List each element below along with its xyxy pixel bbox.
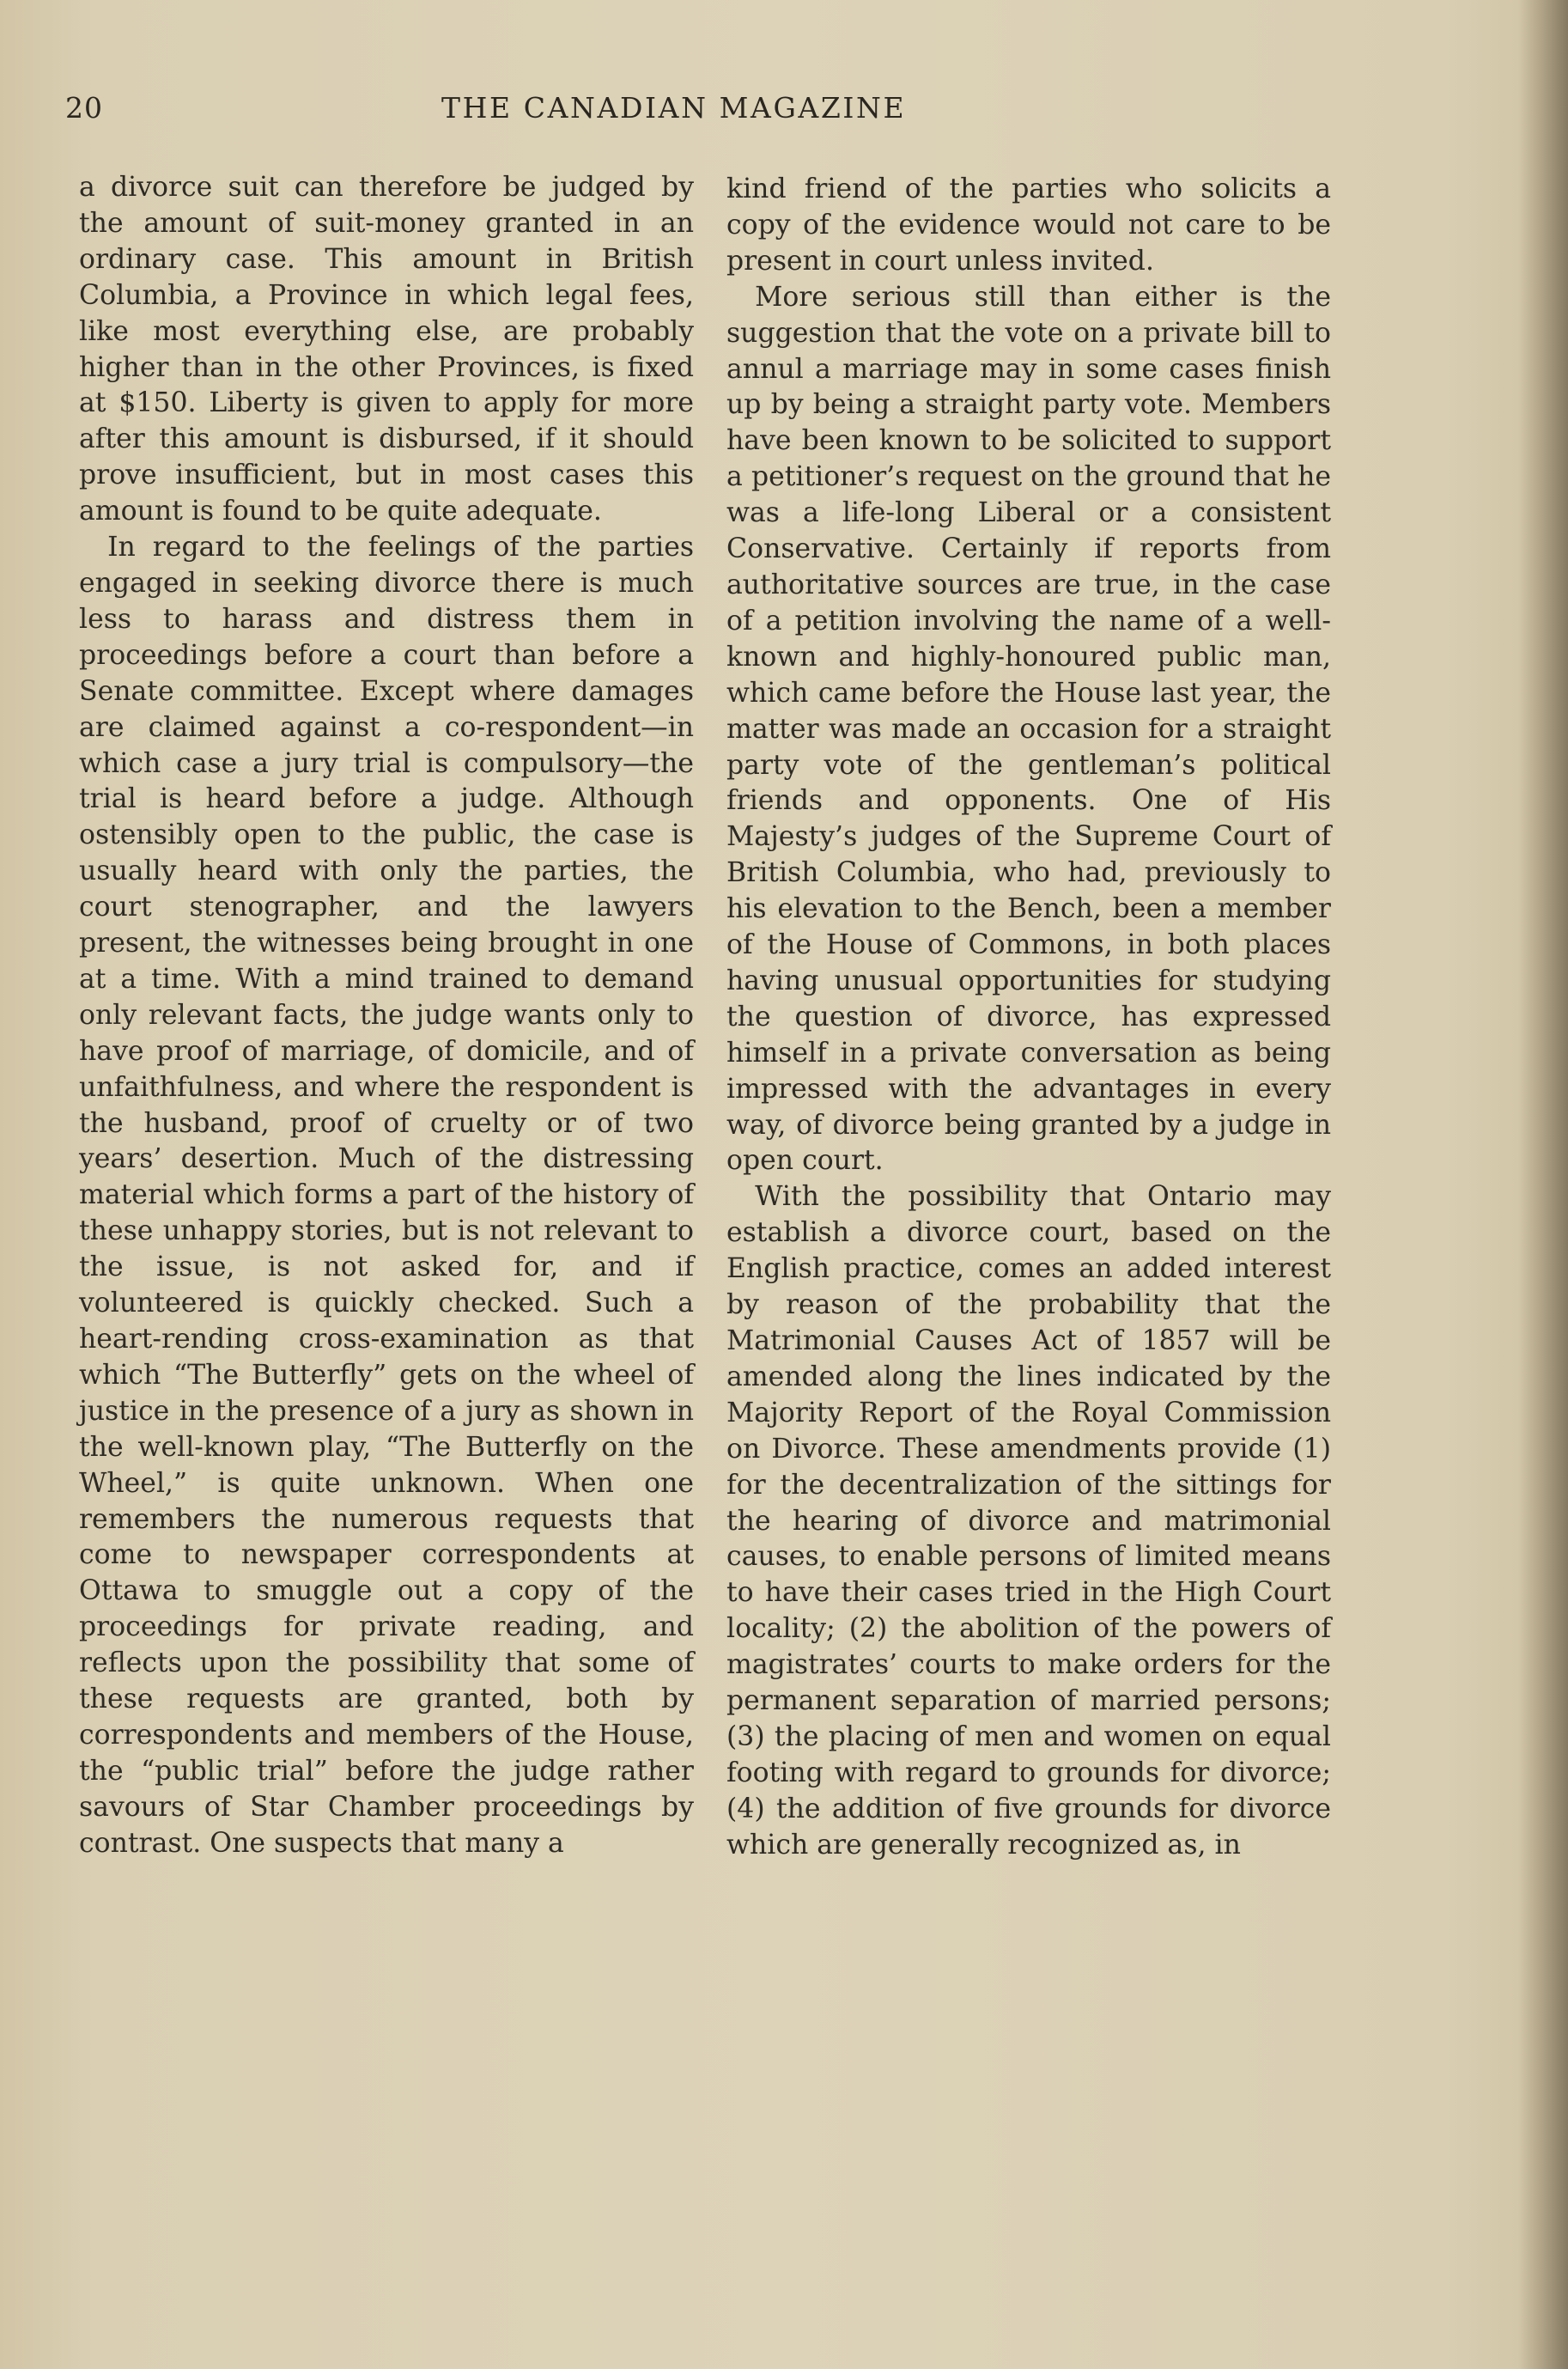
right-column: [726, 172, 1331, 1864]
right-paragraph-1: kind friend of the parties who solicits a copy of the evidence would not care to be present in court unless invited.: [726, 174, 1331, 277]
left-paragraph-1: a divorce suit can therefore be judged by the amount of suit-money granted in an ordinary case. This amount in British Columbia, a Province in which legal fees, like most everything else, are probably higher than in the other Provinces, is fixed at $150. Liberty is given to apply for more after this amount is disbursed, if it should prove insufficient, but in most cases this amount is found to be quite adequate.: [79, 172, 694, 527]
right-paragraph-3: With the possibility that Ontario may establish a divorce court, based on the English practice, comes an added interest by reason of the probability that the Matrimonial Causes Act of 1857 will be amended along the lines indicated by the Majority Report of the Royal Commission on Divorce. These amendments provide (1) for the decentralization of the sittings for the hearing of divorce and matrimonial causes, to enable persons of limited means to have their cases tried in the High Court locality; (2) the abolition of the powers of magistrates’ courts to make orders for the permanent separation of married persons; (3) the placing of men and women on equal footing with regard to grounds for divorce; (4) the addition of five grounds for divorce which are generally recognized as, in: [726, 1181, 1331, 1860]
page-header: [65, 91, 975, 134]
right-paragraph-2: More serious still than either is the suggestion that the vote on a private bill to annul a marriage may in some cases finish up by being a straight party vote. Members have been known to be solicited to support a petitioner’s request on the ground that he was a life-long Liberal or a consistent Conservative. Certainly if reports from authoritative sources are true, in the case of a petition involving the name of a well-known and highly-honoured public man, which came before the House last year, the matter was made an occasion for a straight party vote of the gentleman’s political friends and opponents. One of His Majesty’s judges of the Supreme Court of British Columbia, who had, previously to his elevation to the Bench, been a member of the House of Commons, in both places having unusual opportunities for studying the question of divorce, has expressed himself in a private conversation as being impressed with the advantages in every way, of divorce being granted by a judge in open court.: [726, 281, 1331, 1177]
left-column: [79, 170, 694, 1862]
page-number: 20: [65, 91, 103, 125]
left-paragraph-2: In regard to the feelings of the parties engaged in seeking divorce there is much less to harass and distress them in proceedings before a court than before a Senate committee. Except where damages are claimed against a co-respondent—in which case a jury trial is compulsory—the trial is heard before a judge. Although ostensibly open to the public, the case is usually heard with only the parties, the court stenographer, and the lawyers present, the witnesses being brought in one at a time. With a mind trained to demand only relevant facts, the judge wants only to have proof of marriage, of domicile, and of unfaithfulness, and where the respondent is the husband, proof of cruelty or of two years’ desertion. Much of the distressing material which forms a part of the history of these unhappy stories, but is not relevant to the issue, is not asked for, and if volunteered is quickly checked. Such a heart-rending cross-examination as that which “The Butterfly” gets on the wheel of justice in the presence of a jury as shown in the well-known play, “The Butterfly on the Wheel,” is quite unknown. When one remembers the numerous requests that come to newspaper correspondents at Ottawa to smuggle out a copy of the proceedings for private reading, and reflects upon the possibility that some of these requests are granted, both by correspondents and members of the House, the “public trial” before the judge rather savours of Star Chamber proceedings by contrast. One suspects that many a: [79, 532, 694, 1859]
running-title: THE CANADIAN MAGAZINE: [441, 91, 907, 125]
binding-edge-shadow: [1518, 0, 1568, 2369]
